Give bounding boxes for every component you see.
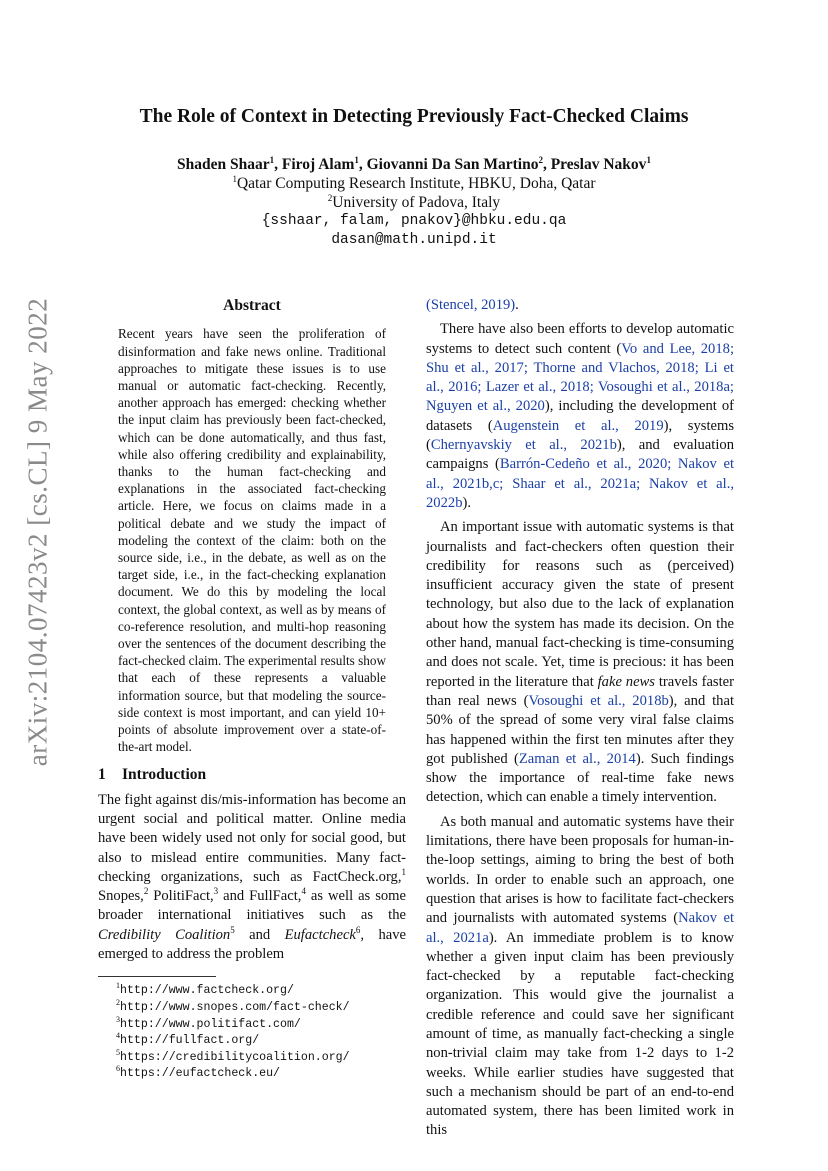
- text-run: The fight against dis/mis-information has become an urgent social and political matter. Online media have been widely used not only for social good, but also to mislead entire communities. Many fact-checking organizations, such as FactCheck.org,: [98, 791, 407, 885]
- text-run: ), systems (: [426, 417, 735, 454]
- footnote-item: [116, 983, 406, 1000]
- citation-link[interactable]: Vosoughi et al., 2018b: [528, 692, 669, 709]
- author-name: Firoj Alam: [281, 156, 355, 173]
- affiliation-mark: 2: [538, 154, 543, 165]
- section-number: 1: [98, 766, 106, 784]
- section-heading-introduction: [98, 765, 406, 784]
- text-run: travels faster than real news (: [426, 673, 734, 709]
- abstract-text: Recent years have seen the proliferation of disinformation and fake news online. Traditional approaches to mitigate these issues is to use manual or automatic fact-checking. Recently, another approach has emerged: checking whether the input claim has previously been fact-checked, which can be done automatically, and thus fast, while also offering credibility and explainability, thanks to the human fact-checking and explanations in the associated fact-checking article. Here, we focus on claims made in a political debate and we study the impact of modeling the context of the claim: both on the source side, i.e., in the debate, as well as on the target side, i.e., in the fact-checking explanation document. We do this by modeling the local context, the global context, as well as by means of co-reference resolution, and multi-hop reasoning over the sentences of the document describing the fact-checked claim. The experimental results show that each of these represents a valuable information source, but that modeling the source-side context is most important, and can yield 10+ points of absolute improvement over a state-of-the-art model.: [118, 326, 386, 755]
- text-run: ). An immediate problem is to know whether a given input claim has been previously fact-checked by a reputable fact-checking organization. This would give the journalist a credible reference and could save her significant amount of time, as manually fact-checking a single non-trivial claim may take from 1-2 days to 1-2 weeks. While earlier studies have suggested that such a mechanism should be part of an end-to-end automated system, there has been limited work in this: [426, 929, 734, 1139]
- author-names: Shaden Shaar$^1$, Firoj Alam$^1$, Giovanni Da San Martino$^2$, Preslav Nakov$^1$: [177, 154, 651, 173]
- footnote-link[interactable]: https://eufactcheck.eu/: [120, 1067, 281, 1081]
- affiliation-mark: 2: [327, 192, 333, 203]
- right-column: [426, 296, 734, 1141]
- footnote-mark: 6: [355, 924, 361, 935]
- intro-paragraph-2: [426, 320, 734, 513]
- author-name: Shaden Shaar: [177, 156, 270, 173]
- arxiv-sidebar-stamp: [18, 297, 58, 767]
- text-run: and: [234, 926, 285, 943]
- footnote-mark: 3: [213, 886, 219, 897]
- footnote-mark: 4: [116, 1031, 120, 1041]
- emphasis: Eufactcheck: [284, 926, 356, 943]
- footnote-link[interactable]: http://www.politifact.com/: [120, 1017, 301, 1031]
- text-run: ), and that 50% of the spread of some very viral false claims has happened within the first ten minutes after they got published (: [426, 692, 734, 767]
- text-run: , have emerged to address the problem: [98, 926, 406, 963]
- author-block: [0, 155, 828, 250]
- footnote-link[interactable]: http://fullfact.org/: [120, 1034, 260, 1048]
- footnote-link[interactable]: http://www.snopes.com/fact-check/: [120, 1000, 350, 1014]
- text-run: ), and evaluation campaigns (: [426, 437, 734, 473]
- text-run: Snopes,: [98, 888, 144, 905]
- citation-link[interactable]: Zaman et al., 2014: [518, 750, 636, 767]
- text-run: .: [515, 297, 519, 313]
- text-run: As both manual and automatic systems have their limitations, there have been proposals for human-in-the-loop settings, aiming to bring the best of both worlds. In order to enable such an approach, one question that arises is how to facilitate fact-checkers and journalists with automated systems (: [426, 813, 734, 927]
- author-email-2: dasan@math.unipd.it: [331, 232, 497, 248]
- footnotes: [98, 983, 406, 1083]
- footnote-mark: 3: [116, 1014, 120, 1024]
- citation-link[interactable]: (Stencel, 2019): [426, 297, 516, 313]
- citation-link[interactable]: Chernyavskiy et al., 2021b: [430, 437, 617, 454]
- citation-link[interactable]: Nakov et al., 2021a: [426, 910, 734, 946]
- affiliation-mark: 1: [354, 154, 359, 165]
- footnote-mark: 1: [401, 867, 406, 877]
- abstract-heading: Abstract: [223, 297, 281, 314]
- text-run: An important issue with automatic systems is that journalists and fact-checkers often question their credibility for reasons such as (perceived) insufficient accuracy given the state of present technology, but also due to the lack of explanation about how the system has made its decision. On the other hand, manual fact-checking is time-consuming and does not scale. Yet, time is precious: it has been reported in the literature that: [426, 519, 734, 690]
- emphasis: Credibility Coalition: [98, 926, 231, 943]
- intro-paragraph-3: [426, 518, 734, 807]
- text-run: PolitiFact,: [148, 888, 214, 905]
- footnote-mark: 5: [116, 1047, 120, 1057]
- intro-paragraph-4: [426, 813, 734, 1141]
- text-run: There have also been efforts to develop automatic systems to detect such content (: [426, 321, 734, 357]
- affiliation-text: Qatar Computing Research Institute, HBKU, Doha, Qatar: [236, 175, 596, 192]
- paper-title: The Role of Context in Detecting Previously Fact-Checked Claims: [139, 106, 689, 127]
- affiliation-mark: 1: [646, 154, 651, 165]
- left-column: [98, 296, 406, 1083]
- affiliation-text: University of Padova, Italy: [332, 194, 501, 211]
- author-name: Giovanni Da San Martino: [366, 156, 539, 173]
- section-title: Introduction: [122, 766, 207, 784]
- author-name: Preslav Nakov: [550, 156, 647, 173]
- footnote-item: [116, 1047, 406, 1067]
- arxiv-identifier: arXiv:2104.07423v2 [cs.CL] 9 May 2022: [22, 297, 53, 767]
- footnote-mark: 2: [143, 886, 149, 897]
- footnote-mark: 5: [230, 924, 235, 935]
- affiliation-mark: 1: [269, 154, 275, 165]
- continued-paragraph: [426, 296, 734, 315]
- footnote-link[interactable]: http://www.factcheck.org/: [120, 984, 294, 998]
- footnote-item: [116, 1014, 406, 1034]
- affiliation-mark: 1: [232, 173, 237, 184]
- citation-link[interactable]: Barrón-Cedeño et al., 2020; Nakov et al., 2021b,c; Shaar et al., 2021a; Nakov et al., 2022b: [426, 456, 734, 511]
- citation-link[interactable]: Vo and Lee, 2018; Shu et al., 2017; Thorne and Vlachos, 2018; Li et al., 2016; Lazer et al., 2018; Vosoughi et al., 2018a; Nguyen et al., 2020: [426, 340, 734, 415]
- author-email-1: {sshaar, falam, pnakov}@hbku.edu.qa: [261, 213, 567, 229]
- footnote-item: [116, 1033, 406, 1050]
- affiliation-2: [0, 193, 828, 212]
- footnote-item: [116, 1000, 406, 1017]
- footnote-link[interactable]: https://credibilitycoalition.org/: [120, 1050, 350, 1064]
- citation-link[interactable]: Augenstein et al., 2019: [492, 417, 664, 434]
- footnote-mark: 4: [301, 886, 306, 897]
- text-run: ). Such findings show the importance of real-time fake news detection, which can enable a timely intervention.: [426, 750, 734, 806]
- text-run: ), including the development of datasets (: [426, 398, 734, 434]
- text-run: ).: [462, 494, 471, 511]
- intro-paragraph-1: [98, 791, 406, 965]
- text-run: and FullFact,: [218, 888, 302, 905]
- affiliation-1: [0, 174, 828, 193]
- emphasis: fake news: [597, 673, 655, 690]
- footnote-mark: 6: [116, 1064, 120, 1074]
- text-run: as well as some broader international initiatives such as the: [98, 888, 406, 924]
- footnote-divider: [98, 976, 216, 977]
- footnote-item: [116, 1066, 406, 1083]
- footnote-mark: 2: [116, 998, 120, 1008]
- footnote-mark: 1: [116, 981, 120, 991]
